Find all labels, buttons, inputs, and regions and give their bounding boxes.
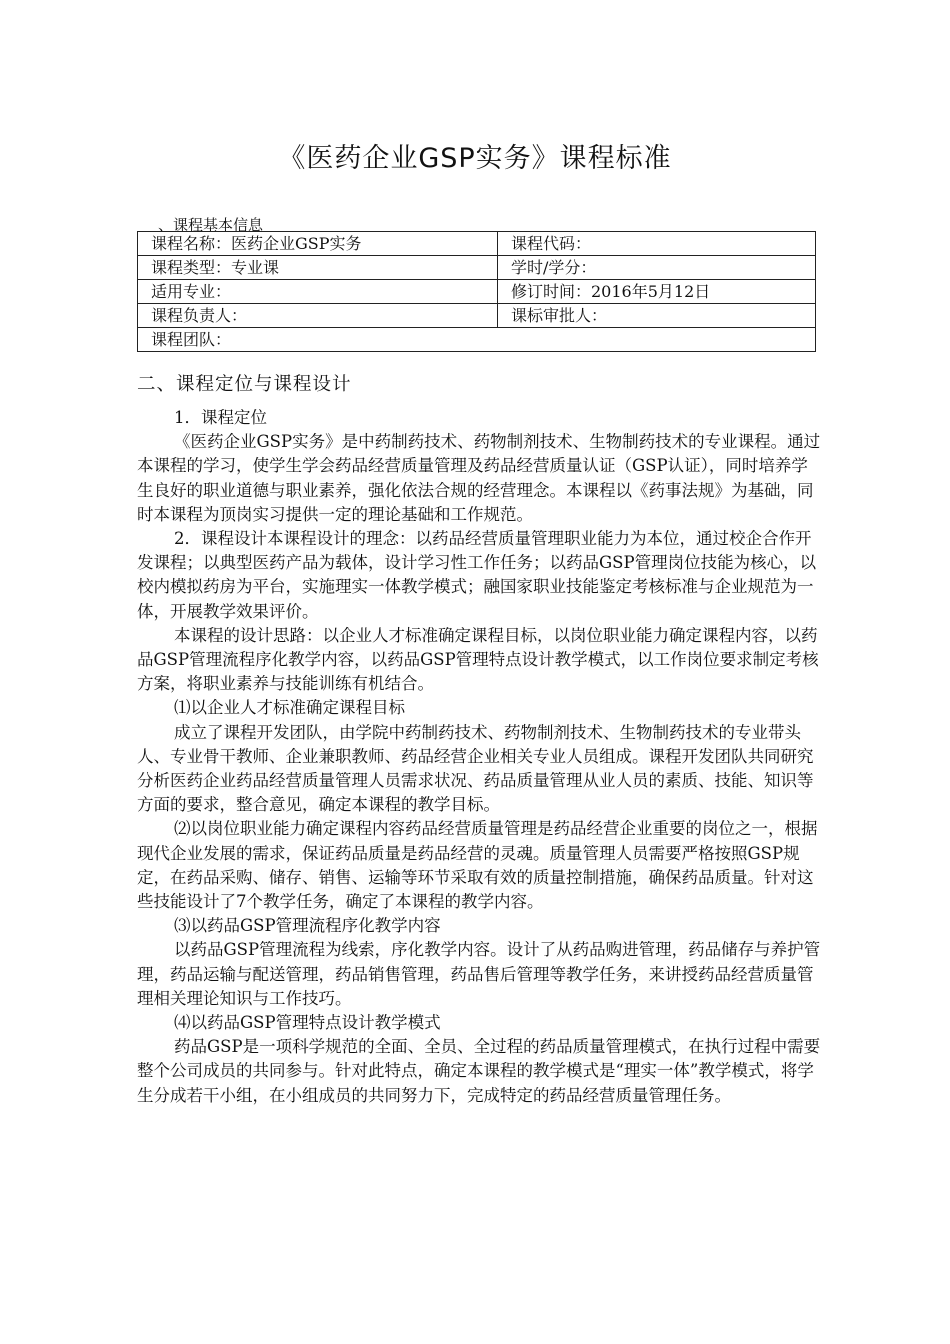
table-cell: 课程负责人： xyxy=(138,304,498,328)
page-title: 《医药企业GSP实务》课程标准 xyxy=(278,143,672,174)
subheading: ⑶以药品GSP管理流程序化教学内容 xyxy=(174,916,441,936)
subheading: ⑷以药品GSP管理特点设计教学模式 xyxy=(174,1013,441,1033)
table-cell: 课程类型：专业课 xyxy=(138,256,498,280)
table-cell: 适用专业： xyxy=(138,280,498,304)
table-row xyxy=(138,280,816,304)
table-cell: 课标审批人： xyxy=(498,304,816,328)
section1-label: 、课程基本信息 xyxy=(158,216,264,234)
body-text xyxy=(137,406,821,1108)
paragraph: ⑵以岗位职业能力确定课程内容药品经营质量管理是药品经营企业重要的岗位之一，根据现代企业发展的需求，保证药品质量是药品经营的灵魂。质量管理人员需要严格按照GSP规定，在药品采购、储存、销售、运输等环节采取有效的质量控制措施，确保药品质量。针对这些技能设计了7个教学任务，确定了本课程的教学内容。 xyxy=(137,819,818,912)
table-row xyxy=(138,328,816,352)
course-info-table xyxy=(137,231,816,352)
section2-heading: 二、课程定位与课程设计 xyxy=(137,374,352,395)
table-cell: 学时/学分： xyxy=(498,256,816,280)
table-cell: 课程代码： xyxy=(498,232,816,256)
table-cell: 修订时间：2016年5月12日 xyxy=(498,280,816,304)
paragraph: 以药品GSP管理流程为线索，序化教学内容。设计了从药品购进管理，药品储存与养护管理，药品运输与配送管理，药品销售管理，药品售后管理等教学任务，来讲授药品经营质量管理相关理论知识与工作技巧。 xyxy=(137,940,821,1008)
paragraph: 成立了课程开发团队，由学院中药制药技术、药物制剂技术、生物制药技术的专业带头人、专业骨干教师、企业兼职教师、药品经营企业相关专业人员组成。课程开发团队共同研究分析医药企业药品经营质量管理人员需求状况、药品质量管理从业人员的素质、技能、知识等方面的要求，整合意见，确定本课程的教学目标。 xyxy=(137,722,814,815)
table-row xyxy=(138,232,816,256)
subheading: ⑴以企业人才标准确定课程目标 xyxy=(174,698,405,718)
paragraph: 2．课程设计本课程设计的理念：以药品经营质量管理职业能力为本位，通过校企合作开发课程；以典型医药产品为载体，设计学习性工作任务；以药品GSP管理岗位技能为核心，以校内模拟药房为平台，实施理实一体教学模式；融国家职业技能鉴定考核标准与企业规范为一体，开展教学效果评价。 xyxy=(137,529,817,621)
table-row xyxy=(138,304,816,328)
subheading: 1．课程定位 xyxy=(174,408,267,427)
table-cell: 课程团队： xyxy=(138,328,816,352)
paragraph: 本课程的设计思路：以企业人才标准确定课程目标，以岗位职业能力确定课程内容，以药品GSP管理流程序化教学内容，以药品GSP管理特点设计教学模式，以工作岗位要求制定考核方案，将职业素养与技能训练有机结合。 xyxy=(137,625,819,694)
paragraph: 《医药企业GSP实务》是中药制药技术、药物制剂技术、生物制药技术的专业课程。通过本课程的学习，使学生学会药品经营质量管理及药品经营质量认证（GSP认证），同时培养学生良好的职业道德与职业素养，强化依法合规的经营理念。本课程以《药事法规》为基础，同时本课程为顶岗实习提供一定的理论基础和工作规范。 xyxy=(137,432,821,524)
table-cell: 课程名称：医药企业GSP实务 xyxy=(138,232,498,256)
paragraph: 药品GSP是一项科学规范的全面、全员、全过程的药品质量管理模式，在执行过程中需要整个公司成员的共同参与。针对此特点，确定本课程的教学模式是“理实一体”教学模式，将学生分成若干小组，在小组成员的共同努力下，完成特定的药品经营质量管理任务。 xyxy=(137,1037,821,1105)
table-row xyxy=(138,256,816,280)
